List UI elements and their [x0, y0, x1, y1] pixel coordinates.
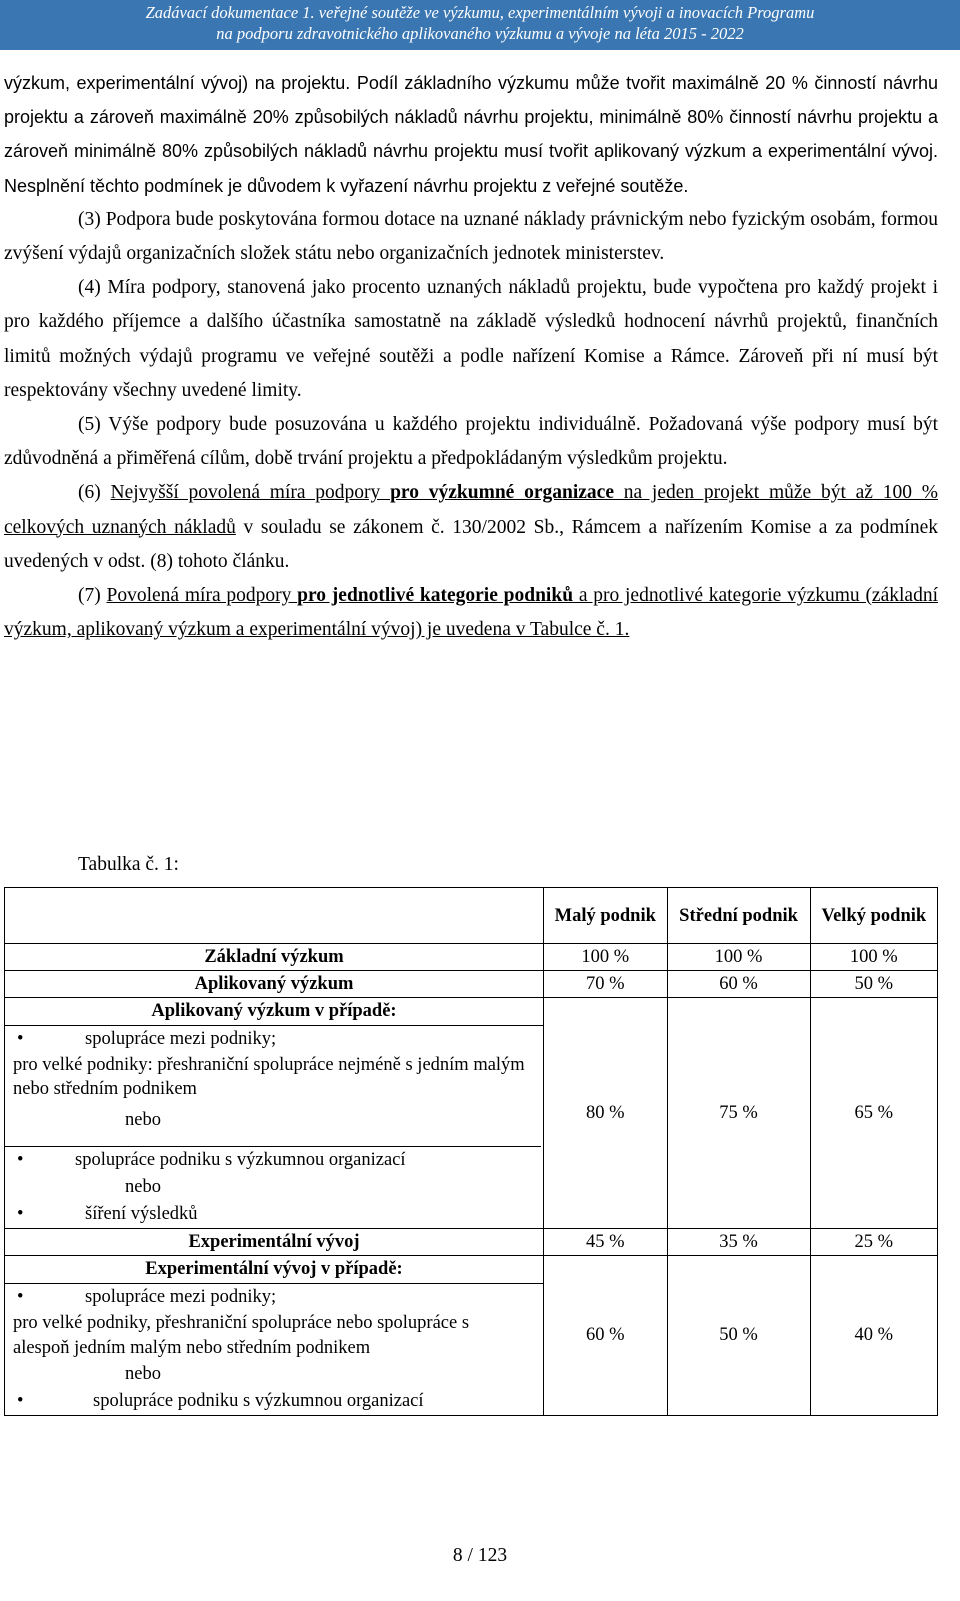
table-row	[5, 944, 938, 971]
p7-bold: pro jednotlivé kategorie podniků	[297, 585, 574, 607]
support-rate-table	[4, 887, 938, 1416]
bullet: •	[17, 1287, 24, 1307]
header-line-1: Zadávací dokumentace 1. veřejné soutěže ve výzkumu, experimentálním vývoji a inovacích Programu	[145, 3, 815, 22]
bullet: •	[17, 1204, 24, 1224]
table-caption: Tabulka č. 1:	[78, 854, 179, 875]
list-item: • spolupráce podniku s výzkumnou organizací	[13, 1147, 533, 1174]
or-text: nebo	[125, 1364, 161, 1384]
row-label: Aplikovaný výzkum	[5, 971, 544, 998]
row-label: Základní výzkum	[5, 944, 544, 971]
p7-rest: (základní výzkum, aplikovaný výzkum a experimentální vývoj) je uvedena v Tabulce č. 1.	[4, 585, 938, 641]
cell-small: 60 %	[544, 1256, 668, 1416]
cell-small: 100 %	[544, 944, 668, 971]
cell-large: 25 %	[810, 1229, 937, 1256]
cell-large: 40 %	[810, 1256, 937, 1416]
bullet: •	[17, 1391, 24, 1411]
table-row	[5, 971, 938, 998]
table-header-empty	[5, 888, 544, 944]
p6-rest: v souladu se zákonem č. 130/2002 Sb., Rámcem a nařízením Komise a za podmínek uvedených v odst. (8) tohoto článku.	[4, 516, 939, 572]
header-large: Velký podnik	[810, 888, 937, 944]
cell-large: 65 %	[810, 998, 937, 1229]
p7-underlined-2: a pro jednotlivé kategorie výzkumu	[573, 585, 866, 607]
p6-underlined: Nejvyšší povolená míra podpory	[110, 482, 391, 504]
row-label-complex	[5, 1256, 544, 1416]
table-row	[5, 1256, 938, 1416]
table-row	[5, 998, 938, 1229]
list-item: pro velké podniky, přeshraniční spolupráce nebo spolupráce s alespoň jedním malým nebo středním podnikem	[13, 1313, 470, 1358]
p6-underlined-2: na jeden projekt může být až 100 % celkových uznaných nákladů	[4, 482, 938, 538]
paragraph-7	[4, 579, 938, 647]
header-small: Malý podnik	[544, 888, 668, 944]
row-label: Experimentální vývoj	[5, 1229, 544, 1256]
cell-medium: 60 %	[667, 971, 810, 998]
document-body	[4, 66, 938, 647]
or-text: nebo	[125, 1177, 161, 1197]
table-header-row	[5, 888, 938, 944]
paragraph-5: (5) Výše podpory bude posuzována u každého projektu individuálně. Požadovaná výše podpory musí být zdůvodněná a přiměřená cílům, době trvání projektu a předpokládaným výsledkům projektu.	[4, 414, 938, 470]
p7-number: (7)	[78, 585, 107, 607]
list-item: • šíření výsledků	[13, 1201, 533, 1228]
cell-medium: 75 %	[667, 998, 810, 1229]
cell-medium: 50 %	[667, 1256, 810, 1416]
row-label-complex	[5, 998, 544, 1229]
page-header	[0, 0, 960, 50]
list-item: pro velké podniky: přeshraniční spolupráce nejméně s jedním malým nebo středním podnikem	[13, 1055, 525, 1099]
cell-large: 50 %	[810, 971, 937, 998]
cell-small: 45 %	[544, 1229, 668, 1256]
cell-medium: 35 %	[667, 1229, 810, 1256]
bullet: •	[17, 1150, 24, 1170]
paragraph-4: (4) Míra podpory, stanovená jako procento uznaných nákladů projektu, bude vypočtena pro každý projekt i pro každého příjemce a dalšího účastníka samostatně na základě výsledků hodnocení návrhů projektů, finančních limitů možných výdajů programu ve veřejné soutěži a podle nařízení Komise a Rámce. Zároveň při ní musí být respektovány všechny uvedené limity.	[4, 277, 938, 401]
cell-small: 70 %	[544, 971, 668, 998]
bullet: •	[17, 1029, 24, 1049]
list-item: • spolupráce mezi podniky;	[13, 1026, 535, 1053]
page-number: 8 / 123	[452, 1545, 508, 1566]
list-item: • spolupráce mezi podniky;	[13, 1284, 535, 1311]
header-medium: Střední podnik	[667, 888, 810, 944]
row-label: Experimentální vývoj v případě:	[5, 1256, 543, 1284]
p6-bold: pro výzkumné organizace	[390, 482, 614, 504]
cell-large: 100 %	[810, 944, 937, 971]
paragraph-6	[4, 476, 938, 579]
p6-number: (6)	[78, 482, 111, 504]
header-line-2: na podporu zdravotnického aplikovaného výzkumu a vývoje na léta 2015 - 2022	[216, 24, 744, 43]
paragraph-3: (3) Podpora bude poskytována formou dotace na uznané náklady právnickým nebo fyzickým osobám, formou zvýšení výdajů organizačních složek státu nebo organizačních jednotek ministerstev.	[4, 208, 938, 265]
p7-underlined: Povolená míra podpory	[106, 585, 298, 607]
list-item: • spolupráce podniku s výzkumnou organizací	[13, 1388, 535, 1415]
cell-medium: 100 %	[667, 944, 810, 971]
paragraph-2-end: výzkum, experimentální vývoj) na projektu. Podíl základního výzkumu může tvořit maximálně 20 % činností návrhu projektu a zároveň maximálně 20% způsobilých nákladů návrhu projektu, minimálně 80% činností návrhu projektu a zároveň minimálně 80% způsobilých nákladů návrhu projektu musí tvořit aplikovaný výzkum a experimentální vývoj. Nesplnění těchto podmínek je důvodem k vyřazení návrhu projektu z veřejné soutěže.	[4, 73, 938, 196]
table-row	[5, 1229, 938, 1256]
cell-small: 80 %	[544, 998, 668, 1229]
or-text: nebo	[125, 1110, 161, 1130]
row-label: Aplikovaný výzkum v případě:	[5, 998, 543, 1026]
